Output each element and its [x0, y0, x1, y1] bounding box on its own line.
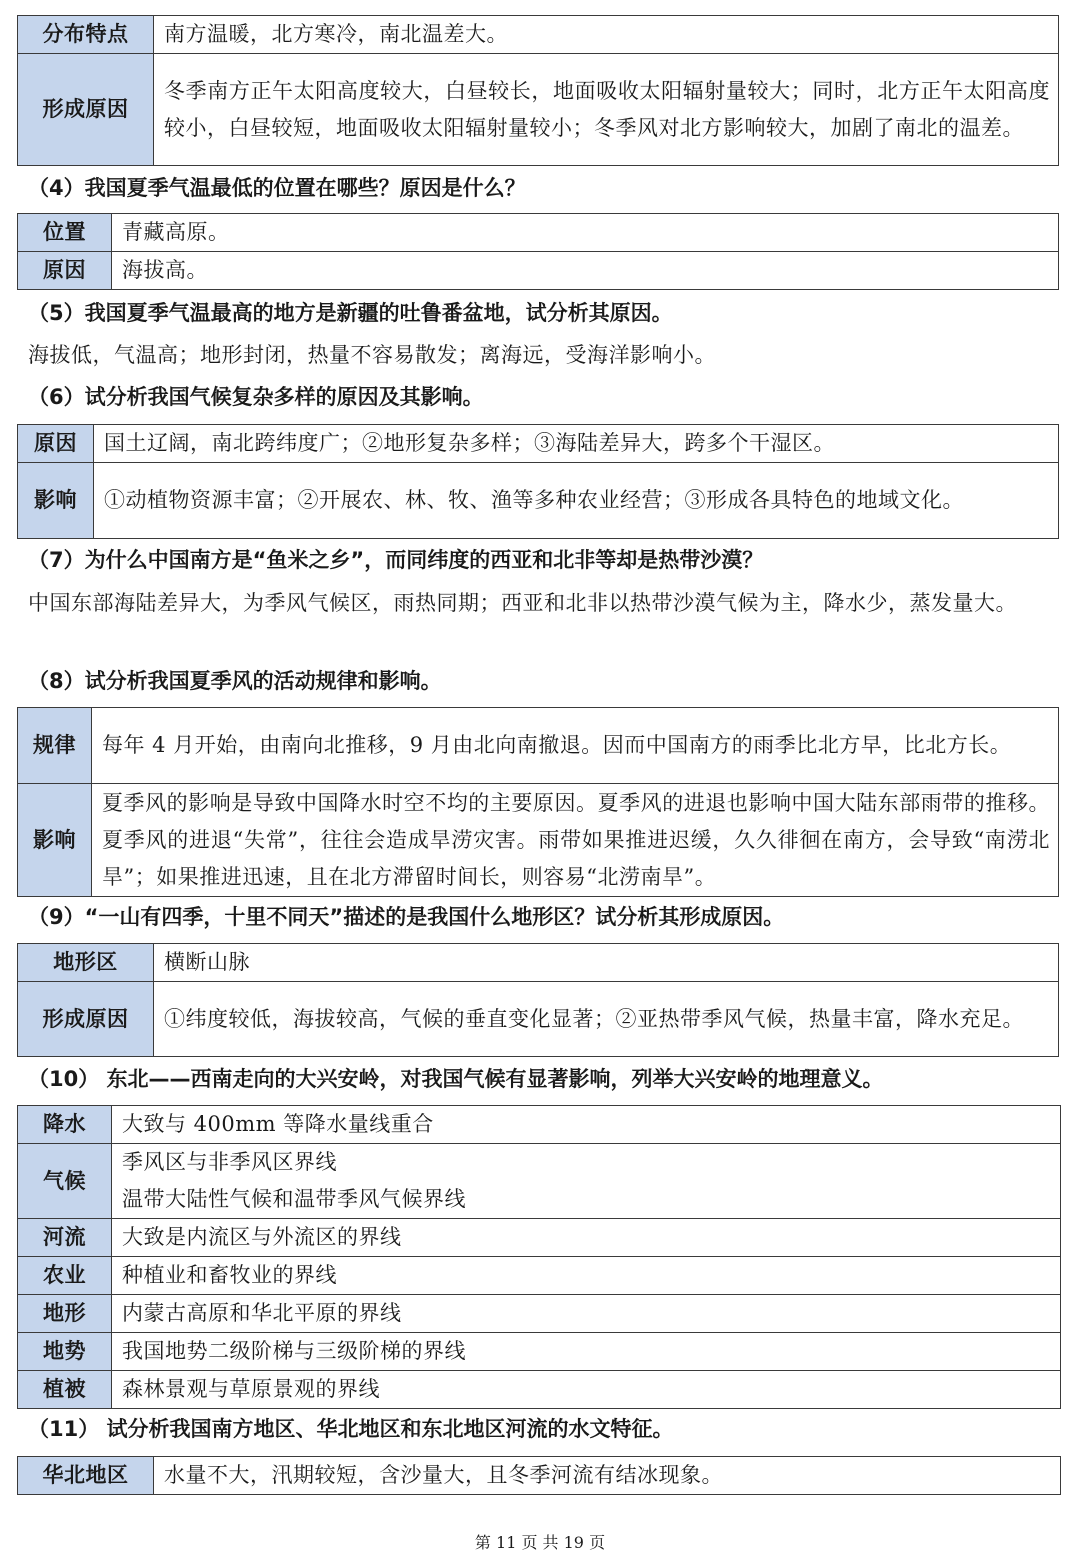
row-text: 大致与 400mm 等降水量线重合: [112, 1106, 1061, 1144]
answer-text: 中国东部海陆差异大，为季风气候区，雨热同期；西亚和北非以热带沙漠气候为主，降水少，蒸发量大。: [28, 591, 1017, 615]
table-q6: [17, 424, 1059, 539]
row-label: 影响: [18, 784, 92, 897]
question-heading: （7）为什么中国南方是“鱼米之乡”，而同纬度的西亚和北非等却是热带沙漠？: [28, 548, 764, 572]
row-text-line: 季风区与非季风区界线: [122, 1150, 337, 1174]
row-label: 农业: [18, 1257, 112, 1295]
question-heading: （11） 试分析我国南方地区、华北地区和东北地区河流的水文特征。: [28, 1417, 674, 1441]
row-label: 原因: [18, 252, 112, 290]
row-text: 我国地势二级阶梯与三级阶梯的界线: [112, 1333, 1061, 1371]
row-label: 分布特点: [18, 16, 154, 54]
table-distribution: [17, 15, 1059, 166]
row-text: 海拔高。: [112, 252, 1059, 290]
table-q4: [17, 213, 1059, 290]
row-label: 形成原因: [18, 54, 154, 166]
table-q9: [17, 943, 1059, 1057]
row-text: 冬季南方正午太阳高度较大，白昼较长，地面吸收太阳辐射量较大；同时，北方正午太阳高度较小，白昼较短，地面吸收太阳辐射量较小；冬季风对北方影响较大，加剧了南北的温差。: [154, 54, 1059, 166]
table-q11: [17, 1456, 1061, 1495]
row-label: 气候: [18, 1144, 112, 1219]
row-text: 国土辽阔，南北跨纬度广；②地形复杂多样；③海陆差异大，跨多个干湿区。: [94, 425, 1059, 463]
page-number: 第 11 页 共 19 页: [474, 1533, 606, 1552]
row-label: 植被: [18, 1371, 112, 1409]
row-label: 规律: [18, 708, 92, 784]
question-heading: （10） 东北——西南走向的大兴安岭，对我国气候有显著影响，列举大兴安岭的地理意义。: [28, 1067, 884, 1091]
question-heading: （6）试分析我国气候复杂多样的原因及其影响。: [28, 385, 484, 409]
question-heading: （4）我国夏季气温最低的位置在哪些？原因是什么？: [28, 176, 526, 200]
row-text: 横断山脉: [154, 944, 1059, 982]
row-label: 河流: [18, 1219, 112, 1257]
row-label: 形成原因: [18, 982, 154, 1057]
row-label: 位置: [18, 214, 112, 252]
row-text-line: 温带大陆性气候和温带季风气候界线: [122, 1187, 466, 1211]
row-label: 原因: [18, 425, 94, 463]
question-heading: （5）我国夏季气温最高的地方是新疆的吐鲁番盆地，试分析其原因。: [28, 301, 673, 325]
question-heading: （8）试分析我国夏季风的活动规律和影响。: [28, 669, 442, 693]
table-q10: [17, 1105, 1061, 1409]
row-label: 华北地区: [18, 1457, 154, 1495]
row-text: 夏季风的影响是导致中国降水时空不均的主要原因。夏季风的进退也影响中国大陆东部雨带的推移。夏季风的进退“失常”，往往会造成旱涝灾害。雨带如果推进迟缓，久久徘徊在南方，会导致“南涝北旱”；如果推进迅速，且在北方滞留时间长，则容易“北涝南旱”。: [92, 784, 1059, 897]
row-text: 青藏高原。: [112, 214, 1059, 252]
row-text: 南方温暖，北方寒冷，南北温差大。: [154, 16, 1059, 54]
question-heading: （9）“一山有四季，十里不同天”描述的是我国什么地形区？试分析其形成原因。: [28, 905, 785, 929]
row-text: 内蒙古高原和华北平原的界线: [112, 1295, 1061, 1333]
row-text: 水量不大，汛期较短，含沙量大，且冬季河流有结冰现象。: [154, 1457, 1061, 1495]
answer-text: 海拔低，气温高；地形封闭，热量不容易散发；离海远，受海洋影响小。: [28, 343, 716, 367]
row-text: 森林景观与草原景观的界线: [112, 1371, 1061, 1409]
row-label: 地形: [18, 1295, 112, 1333]
row-text: [112, 1144, 1061, 1219]
row-text: 大致是内流区与外流区的界线: [112, 1219, 1061, 1257]
row-label: 降水: [18, 1106, 112, 1144]
row-text: 每年 4 月开始，由南向北推移，9 月由北向南撤退。因而中国南方的雨季比北方早，比北方长。: [92, 708, 1059, 784]
row-text: ①动植物资源丰富；②开展农、林、牧、渔等多种农业经营；③形成各具特色的地域文化。: [94, 463, 1059, 539]
row-text: ①纬度较低，海拔较高，气候的垂直变化显著；②亚热带季风气候，热量丰富，降水充足。: [154, 982, 1059, 1057]
table-q8: [17, 707, 1059, 897]
row-label: 影响: [18, 463, 94, 539]
row-label: 地势: [18, 1333, 112, 1371]
row-text: 种植业和畜牧业的界线: [112, 1257, 1061, 1295]
row-label: 地形区: [18, 944, 154, 982]
